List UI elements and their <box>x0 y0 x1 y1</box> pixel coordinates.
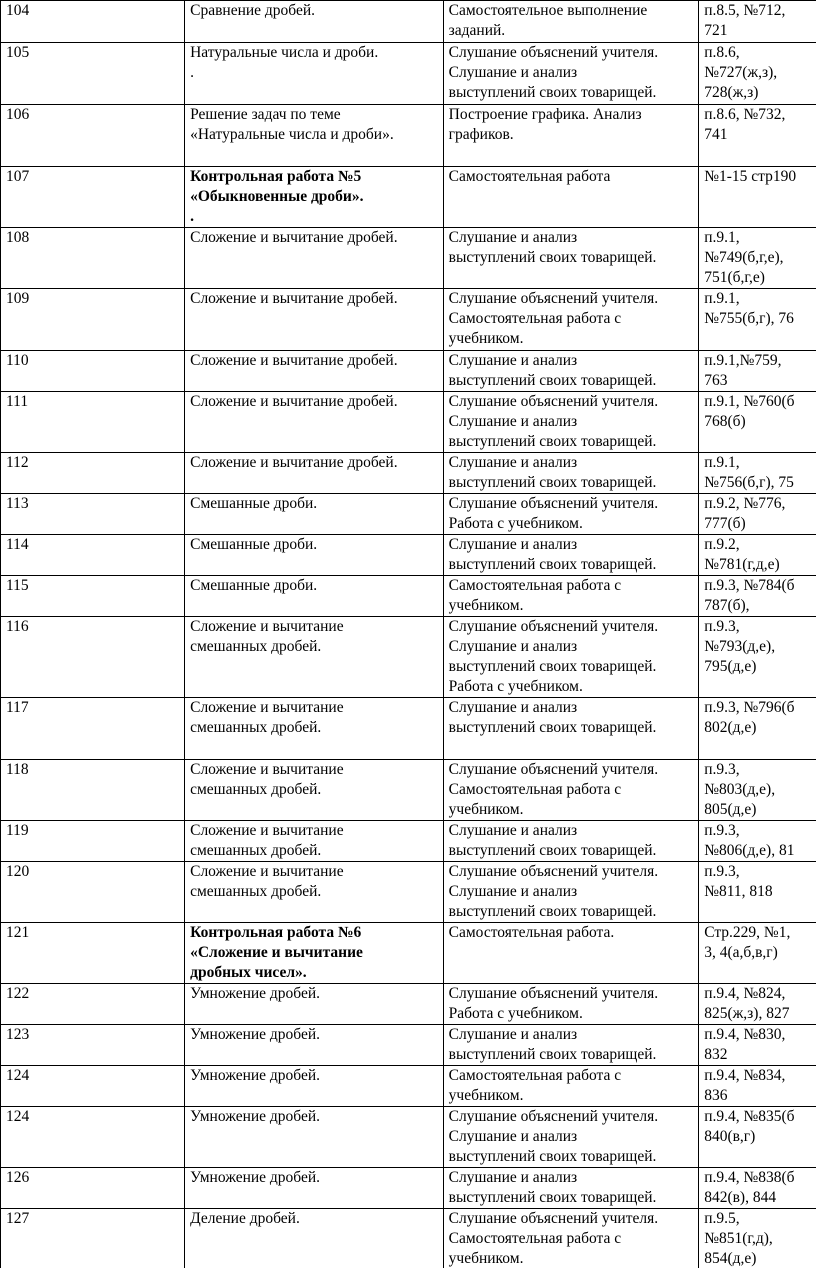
lesson-homework-cell: п.9.1, №749(б,г,е), 751(б,г,е) <box>699 228 816 289</box>
lesson-activity-cell: Самостоятельная работа. <box>443 923 699 984</box>
table-row <box>1 617 816 698</box>
lesson-number-cell: 114 <box>1 535 185 576</box>
lesson-number-cell: 127 <box>1 1209 185 1268</box>
table-row <box>1 923 816 984</box>
lesson-activity-cell: Слушание и анализ выступлений своих товарищей. <box>443 453 699 494</box>
lesson-activity-cell: Слушание и анализ выступлений своих товарищей. <box>443 1168 699 1209</box>
table-row <box>1 1107 816 1168</box>
lesson-number-cell: 107 <box>1 167 185 228</box>
lesson-activity-cell: Слушание объяснений учителя. Работа с учебником. <box>443 494 699 535</box>
lesson-activity-cell: Слушание и анализ выступлений своих товарищей. <box>443 228 699 289</box>
lesson-topic-cell: Умножение дробей. <box>185 1066 444 1107</box>
lesson-homework-cell: п.9.1, №756(б,г), 75 <box>699 453 816 494</box>
lesson-topic-cell: Сложение и вычитание дробей. <box>185 392 444 453</box>
table-row <box>1 1168 816 1209</box>
lesson-number-cell: 120 <box>1 862 185 923</box>
lesson-homework-cell: п.8.6, №732, 741 <box>699 105 816 167</box>
lesson-topic-cell: Сложение и вычитание дробей. <box>185 228 444 289</box>
lesson-activity-cell: Построение графика. Анализ графиков. <box>443 105 699 167</box>
lesson-activity-cell: Слушание объяснений учителя. Слушание и анализ выступлений своих товарищей. <box>443 392 699 453</box>
lesson-topic-cell: Сложение и вычитание смешанных дробей. <box>185 760 444 821</box>
lesson-activity-cell: Слушание и анализ выступлений своих товарищей. <box>443 698 699 760</box>
lesson-homework-cell: Стр.229, №1, 3, 4(а,б,в,г) <box>699 923 816 984</box>
lesson-topic-cell: Сложение и вычитание дробей. <box>185 289 444 351</box>
lesson-number-cell: 126 <box>1 1168 185 1209</box>
table-row <box>1 494 816 535</box>
table-row <box>1 1066 816 1107</box>
lesson-homework-cell: п.9.2, №776, 777(б) <box>699 494 816 535</box>
table-row <box>1 821 816 862</box>
table-row <box>1 289 816 351</box>
lesson-number-cell: 112 <box>1 453 185 494</box>
lesson-topic-cell: Контрольная работа №6 «Сложение и вычитание дробных чисел». <box>185 923 444 984</box>
lesson-topic-cell: Сложение и вычитание смешанных дробей. <box>185 617 444 698</box>
lesson-number-cell: 113 <box>1 494 185 535</box>
lesson-number-cell: 121 <box>1 923 185 984</box>
lesson-number-cell: 110 <box>1 351 185 392</box>
lesson-number-cell: 124 <box>1 1107 185 1168</box>
table-row <box>1 453 816 494</box>
lesson-homework-cell: п.9.4, №830, 832 <box>699 1025 816 1066</box>
table-row <box>1 1 816 43</box>
lesson-homework-cell: п.9.4, №838(б 842(в), 844 <box>699 1168 816 1209</box>
lesson-topic-cell: Сложение и вычитание смешанных дробей. <box>185 698 444 760</box>
lesson-homework-cell: п.9.5, №851(г,д), 854(д,е) <box>699 1209 816 1268</box>
lesson-number-cell: 105 <box>1 43 185 105</box>
lesson-number-cell: 122 <box>1 984 185 1025</box>
lesson-activity-cell: Слушание объяснений учителя. Слушание и анализ выступлений своих товарищей. Работа с учебником. <box>443 617 699 698</box>
lesson-homework-cell: п.9.3, №784(б 787(б), <box>699 576 816 617</box>
lesson-topic-cell: Сложение и вычитание смешанных дробей. <box>185 862 444 923</box>
lesson-homework-cell: п.9.3, №811, 818 <box>699 862 816 923</box>
lesson-activity-cell: Слушание и анализ выступлений своих товарищей. <box>443 821 699 862</box>
lesson-activity-cell: Слушание объяснений учителя. Слушание и анализ выступлений своих товарищей. <box>443 862 699 923</box>
lesson-activity-cell: Слушание объяснений учителя. Работа с учебником. <box>443 984 699 1025</box>
lesson-activity-cell: Слушание объяснений учителя. Самостоятельная работа с учебником. <box>443 760 699 821</box>
lesson-topic-cell: Решение задач по теме «Натуральные числа и дроби». <box>185 105 444 167</box>
lesson-topic-cell: Натуральные числа и дроби. . <box>185 43 444 105</box>
lesson-topic-cell: Умножение дробей. <box>185 1025 444 1066</box>
lesson-topic-cell: Контрольная работа №5 «Обыкновенные дроби». . <box>185 167 444 228</box>
table-row <box>1 228 816 289</box>
lesson-topic-cell: Смешанные дроби. <box>185 576 444 617</box>
lesson-homework-cell: п.9.3, №806(д,е), 81 <box>699 821 816 862</box>
table-row <box>1 43 816 105</box>
lesson-number-cell: 111 <box>1 392 185 453</box>
lesson-number-cell: 119 <box>1 821 185 862</box>
lesson-homework-cell: п.9.3, №803(д,е), 805(д,е) <box>699 760 816 821</box>
lesson-topic-cell: Смешанные дроби. <box>185 494 444 535</box>
lesson-number-cell: 106 <box>1 105 185 167</box>
lesson-plan-rows <box>1 1 816 1268</box>
table-row <box>1 1025 816 1066</box>
table-row <box>1 698 816 760</box>
lesson-homework-cell: п.8.5, №712, 721 <box>699 1 816 43</box>
lesson-number-cell: 118 <box>1 760 185 821</box>
lesson-homework-cell: п.9.3, №796(б 802(д,е) <box>699 698 816 760</box>
lesson-topic-cell: Сложение и вычитание дробей. <box>185 453 444 494</box>
lesson-number-cell: 115 <box>1 576 185 617</box>
lesson-number-cell: 109 <box>1 289 185 351</box>
lesson-number-cell: 124 <box>1 1066 185 1107</box>
lesson-topic-cell: Сложение и вычитание смешанных дробей. <box>185 821 444 862</box>
lesson-activity-cell: Слушание объяснений учителя. Самостоятельная работа с учебником. <box>443 289 699 351</box>
lesson-activity-cell: Самостоятельная работа с учебником. <box>443 1066 699 1107</box>
lesson-topic-cell: Умножение дробей. <box>185 984 444 1025</box>
table-row <box>1 576 816 617</box>
table-row <box>1 984 816 1025</box>
lesson-activity-cell: Слушание объяснений учителя. Самостоятельная работа с учебником. <box>443 1209 699 1268</box>
lesson-number-cell: 104 <box>1 1 185 43</box>
lesson-number-cell: 117 <box>1 698 185 760</box>
lesson-homework-cell: п.9.4, №824, 825(ж,з), 827 <box>699 984 816 1025</box>
table-row <box>1 392 816 453</box>
lesson-topic-cell: Умножение дробей. <box>185 1168 444 1209</box>
lesson-homework-cell: п.9.2, №781(г,д,е) <box>699 535 816 576</box>
lesson-activity-cell: Слушание и анализ выступлений своих товарищей. <box>443 351 699 392</box>
table-row <box>1 105 816 167</box>
lesson-activity-cell: Слушание объяснений учителя. Слушание и анализ выступлений своих товарищей. <box>443 43 699 105</box>
lesson-number-cell: 116 <box>1 617 185 698</box>
table-row <box>1 535 816 576</box>
table-row <box>1 1209 816 1268</box>
lesson-homework-cell: №1-15 стр190 <box>699 167 816 228</box>
lesson-activity-cell: Самостоятельная работа с учебником. <box>443 576 699 617</box>
lesson-homework-cell: п.9.1, №755(б,г), 76 <box>699 289 816 351</box>
lesson-homework-cell: п.8.6, №727(ж,з), 728(ж,з) <box>699 43 816 105</box>
lesson-topic-cell: Сравнение дробей. <box>185 1 444 43</box>
lesson-activity-cell: Слушание и анализ выступлений своих товарищей. <box>443 535 699 576</box>
table-row <box>1 862 816 923</box>
lesson-activity-cell: Самостоятельное выполнение заданий. <box>443 1 699 43</box>
lesson-homework-cell: п.9.1, №760(б 768(б) <box>699 392 816 453</box>
lesson-number-cell: 108 <box>1 228 185 289</box>
lesson-number-cell: 123 <box>1 1025 185 1066</box>
lesson-topic-cell: Смешанные дроби. <box>185 535 444 576</box>
lesson-homework-cell: п.9.4, №834, 836 <box>699 1066 816 1107</box>
table-row <box>1 167 816 228</box>
table-row <box>1 760 816 821</box>
lesson-topic-cell: Деление дробей. <box>185 1209 444 1268</box>
lesson-activity-cell: Самостоятельная работа <box>443 167 699 228</box>
lesson-homework-cell: п.9.3, №793(д,е), 795(д,е) <box>699 617 816 698</box>
lesson-activity-cell: Слушание и анализ выступлений своих товарищей. <box>443 1025 699 1066</box>
lesson-homework-cell: п.9.4, №835(б 840(в,г) <box>699 1107 816 1168</box>
table-row <box>1 351 816 392</box>
lesson-topic-cell: Умножение дробей. <box>185 1107 444 1168</box>
lesson-activity-cell: Слушание объяснений учителя. Слушание и анализ выступлений своих товарищей. <box>443 1107 699 1168</box>
lesson-topic-cell: Сложение и вычитание дробей. <box>185 351 444 392</box>
lesson-homework-cell: п.9.1,№759, 763 <box>699 351 816 392</box>
